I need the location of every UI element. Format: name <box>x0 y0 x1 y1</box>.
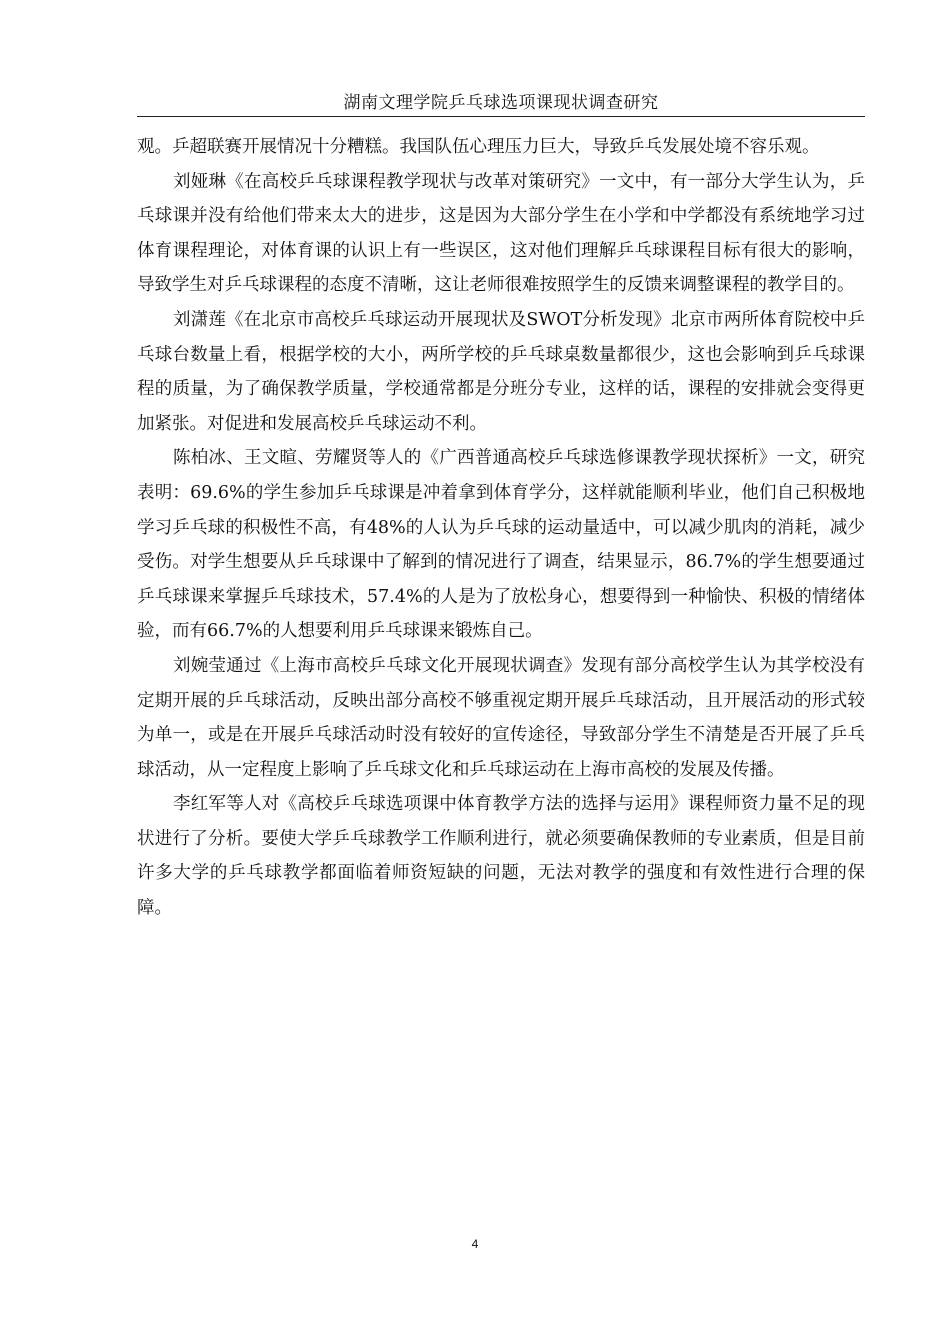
body-text <box>137 130 865 926</box>
paragraph-chen-baibing: 陈柏冰、王文暄、劳耀贤等人的《广西普通高校乒乓球选修课教学现状探析》一文，研究表明：69.6%的学生参加乒乓球课是冲着拿到体育学分，这样就能顺利毕业，他们自己积极地学习乒乓球的积极性不高，有48%的人认为乒乓球的运动量适中，可以减少肌肉的消耗，减少受伤。对学生想要从乒乓球课中了解到的情况进行了调查，结果显示，86.7%的学生想要通过乒乓球课来掌握乒乓球技术，57.4%的人是为了放松身心，想要得到一种愉快、积极的情绪体验，而有66.7%的人想要利用乒乓球课来锻炼自己。 <box>137 448 865 642</box>
paragraph-liu-wanying: 刘婉莹通过《上海市高校乒乓球文化开展现状调查》发现有部分高校学生认为其学校没有定期开展的乒乓球活动，反映出部分高校不够重视定期开展乒乓球活动，且开展活动的形式较为单一，或是在开展乒乓球活动时没有较好的宣传途径，导致部分学生不清楚是否开展了乒乓球活动，从一定程度上影响了乒乓球文化和乒乓球运动在上海市高校的发展及传播。 <box>137 655 865 780</box>
page-header <box>137 92 865 117</box>
page-number: 4 <box>471 1237 479 1251</box>
paragraph-continuation: 观。乒超联赛开展情况十分糟糕。我国队伍心理压力巨大，导致乒乓发展处境不容乐观。 <box>137 137 820 157</box>
paragraph-li-hongjun: 李红军等人对《高校乒乓球选项课中体育教学方法的选择与运用》课程师资力量不足的现状进行了分析。要使大学乒乓球教学工作顺利进行，就必须要确保教师的专业素质，但是目前许多大学的乒乓球教学都面临着师资短缺的问题，无法对教学的强度和有效性进行合理的保障。 <box>137 794 865 919</box>
paragraph-liu-yalin: 刘娅琳《在高校乒乓球课程教学现状与改革对策研究》一文中，有一部分大学生认为，乒乓球课并没有给他们带来太大的进步，这是因为大部分学生在小学和中学都没有系统地学习过体育课程理论，对体育课的认识上有一些误区，这对他们理解乒乓球课程目标有很大的影响，导致学生对乒乓球课程的态度不清晰，这让老师很难按照学生的反馈来调整课程的教学目的。 <box>137 171 865 296</box>
paragraph-liu-xiaolian: 刘潇莲《在北京市高校乒乓球运动开展现状及SWOT分析发现》北京市两所体育院校中乒乓球台数量上看，根据学校的大小，两所学校的乒乓球桌数量都很少，这也会影响到乒乓球课程的质量，为了确保教学质量，学校通常都是分班分专业，这样的话，课程的安排就会变得更加紧张。对促进和发展高校乒乓球运动不利。 <box>137 309 865 434</box>
header-title: 湖南文理学院乒乓球选项课现状调查研究 <box>343 93 659 113</box>
